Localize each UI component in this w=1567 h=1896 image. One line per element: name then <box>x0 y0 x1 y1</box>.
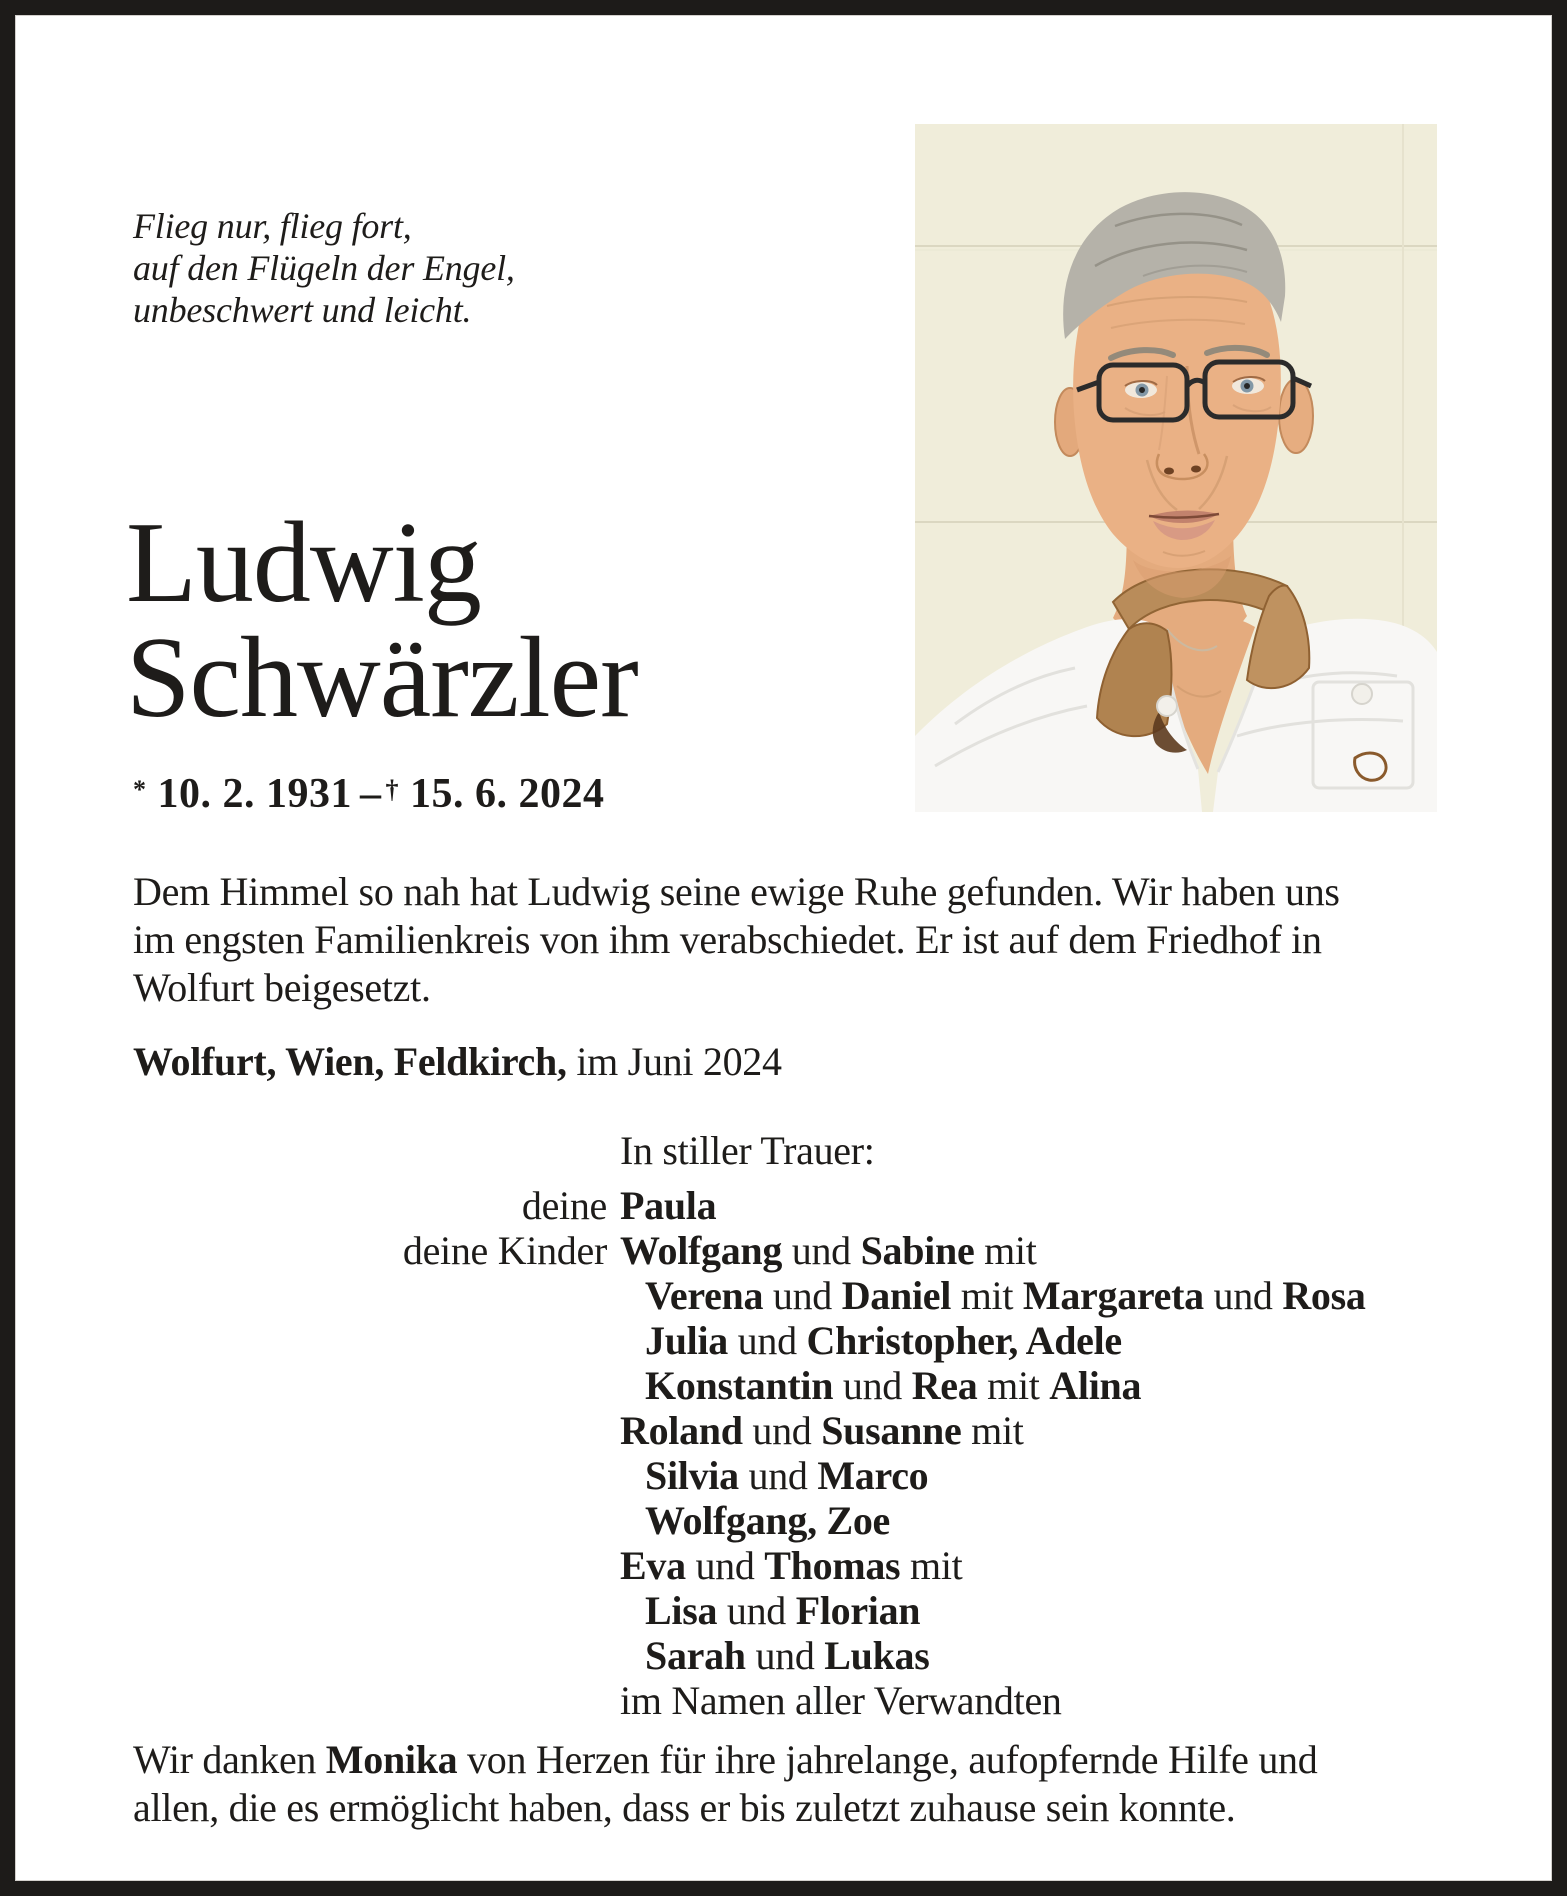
mourner-names: Julia und Christopher, Adele <box>645 1318 1122 1363</box>
mourner-names: Lisa und Florian <box>645 1588 921 1633</box>
mourner-row <box>117 1453 1457 1498</box>
mourner-row <box>117 1408 1457 1453</box>
mourner-label <box>117 1543 607 1588</box>
announcement-line: Dem Himmel so nah hat Ludwig seine ewige Ruhe gefunden. Wir haben uns <box>133 869 1340 914</box>
epigraph-line: unbeschwert und leicht. <box>133 290 472 330</box>
epigraph-line: Flieg nur, flieg fort, <box>133 206 412 246</box>
portrait-illustration <box>915 124 1437 812</box>
mourner-names: Sarah und Lukas <box>645 1633 930 1678</box>
mourning-list <box>117 1183 1457 1678</box>
deceased-last-name: Schwärzler <box>126 614 638 742</box>
mourner-row <box>117 1363 1457 1408</box>
epigraph-line: auf den Flügeln der Engel, <box>133 248 515 288</box>
mourner-label <box>117 1588 607 1633</box>
thanks-paragraph <box>133 1736 1317 1832</box>
deceased-first-name: Ludwig <box>126 499 481 627</box>
mourner-names: Roland und Susanne mit <box>620 1408 1024 1453</box>
mourner-label: deine <box>521 1183 607 1228</box>
mourner-label: deine Kinder <box>402 1228 607 1273</box>
place-date-line: Wolfurt, Wien, Feldkirch, im Juni 2024 <box>133 1039 782 1084</box>
mourner-row <box>117 1633 1457 1678</box>
mourner-names: Paula <box>620 1183 717 1228</box>
mourner-row <box>117 1588 1457 1633</box>
announcement-line: Wolfurt beigesetzt. <box>133 965 431 1010</box>
thanks-line: allen, die es ermöglicht haben, dass er bis zuletzt zuhause sein konnte. <box>133 1785 1236 1830</box>
death-symbol: † <box>385 775 400 804</box>
death-date: 15. 6. 2024 <box>410 771 605 817</box>
mourner-names: Silvia und Marco <box>645 1453 929 1498</box>
mourner-label <box>117 1498 607 1543</box>
mourner-names: Eva und Thomas mit <box>620 1543 963 1588</box>
mourner-row <box>117 1228 1457 1273</box>
thanks-line: Wir danken Monika von Herzen für ihre jahrelange, aufopfernde Hilfe und <box>133 1737 1318 1782</box>
epigraph <box>133 205 515 331</box>
deceased-name <box>126 499 638 742</box>
birth-symbol: * <box>133 775 147 804</box>
mourner-label <box>117 1318 607 1363</box>
mourning-closing: im Namen aller Verwandten <box>620 1678 1062 1723</box>
mourner-names: Wolfgang und Sabine mit <box>620 1228 1037 1273</box>
mourner-names: Konstantin und Rea mit Alina <box>645 1363 1142 1408</box>
mourner-row <box>117 1273 1457 1318</box>
mourner-label <box>117 1273 607 1318</box>
mourner-names: Wolfgang, Zoe <box>645 1498 891 1543</box>
mourning-header: In stiller Trauer: <box>620 1128 875 1173</box>
birth-date: 10. 2. 1931 <box>157 771 353 817</box>
mourner-row <box>117 1183 1457 1228</box>
mourner-row <box>117 1498 1457 1543</box>
mourner-label <box>117 1363 607 1408</box>
portrait-photo <box>915 124 1437 812</box>
mourner-row <box>117 1543 1457 1588</box>
mourning-section <box>117 1128 1457 1723</box>
mourner-names: Verena und Daniel mit Margareta und Rosa <box>645 1273 1366 1318</box>
announcement-paragraph <box>133 868 1340 1012</box>
dates-separator: – <box>360 771 382 817</box>
life-dates <box>133 770 605 818</box>
mourner-label <box>117 1453 607 1498</box>
announcement-line: im engsten Familienkreis von ihm verabschiedet. Er ist auf dem Friedhof in <box>133 917 1322 962</box>
mourner-label <box>117 1408 607 1453</box>
mourner-row <box>117 1318 1457 1363</box>
mourner-label <box>117 1633 607 1678</box>
